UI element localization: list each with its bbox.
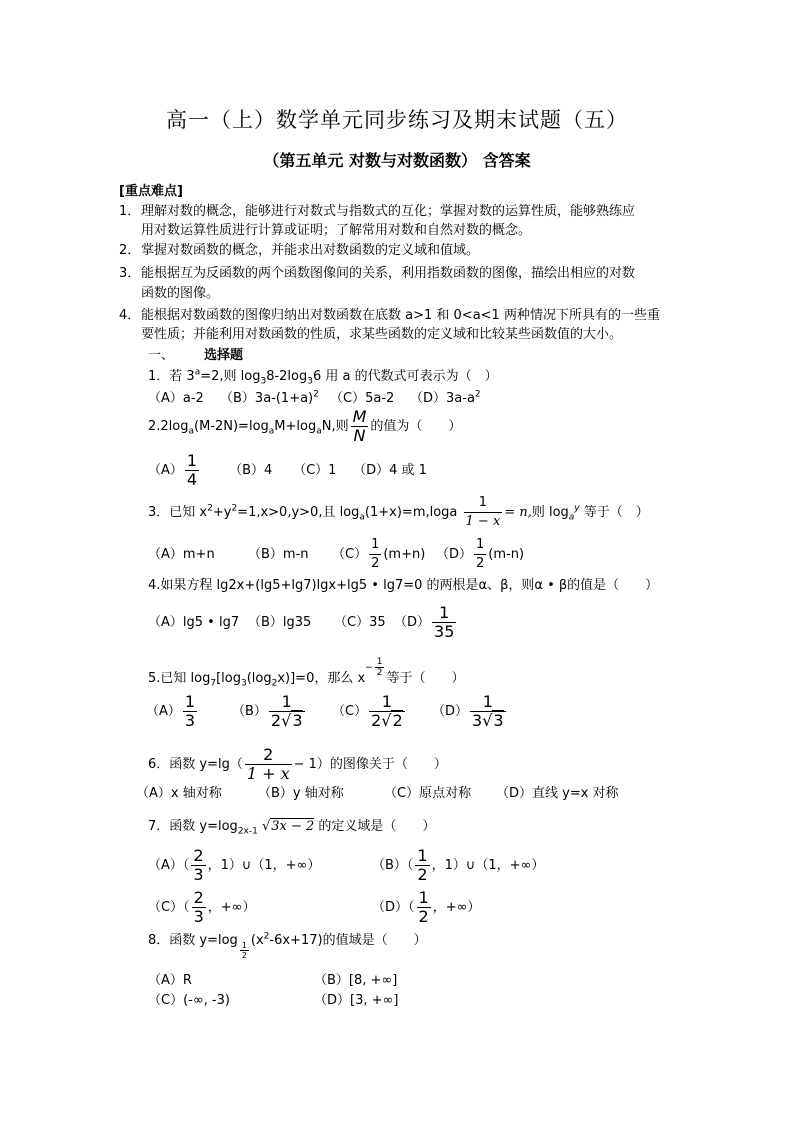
q7-option-d-text: ，+∞）	[432, 900, 481, 915]
q5-subscript: 2	[271, 678, 278, 689]
q5-option-c-numerator: 1	[369, 693, 405, 712]
q2-fraction-numerator: M	[352, 407, 367, 426]
q8-base-denominator: 2	[241, 951, 247, 960]
q4-option-d-numerator: 1	[432, 604, 456, 623]
section-number: 一、	[148, 348, 175, 363]
q5-subscript: 3	[240, 678, 247, 689]
key-point-4-line2: 要性质；并能利用对数函数的性质，求某些函数的定义域和比较某些函数值的大小。	[141, 327, 623, 342]
question-6	[148, 746, 447, 783]
q7-option-a-numerator: 2	[193, 846, 204, 865]
question-7-options-cd	[148, 889, 480, 926]
q1-option-d-text: （D）3a-a	[410, 391, 475, 406]
q7-option-d	[372, 889, 480, 926]
q8-text: (x	[250, 933, 264, 948]
q3-equation: = n,	[504, 505, 532, 520]
q3-option-c	[332, 536, 436, 573]
key-point-text: 掌握对数函数的概念，并能求出对数函数的定义域和值域。	[141, 243, 480, 258]
q6-option-a: （A）x 轴对称	[136, 786, 222, 801]
q5-option-d-denominator: 3√3	[472, 711, 504, 730]
q3-option-d-denominator: 2	[476, 556, 485, 571]
q5-option-d-numerator: 1	[470, 693, 506, 712]
q3-text: =1,x>0,y>0,且 log	[237, 505, 360, 520]
q3-text: 等于（ ）	[579, 505, 649, 520]
q5-text: x)]=0，那么 x	[277, 671, 366, 686]
q8-option-c: （C）(-∞, -3)	[148, 993, 230, 1008]
q6-fraction-denominator: 1 + x	[246, 764, 290, 783]
q3-option-b: （B）m-n	[248, 547, 309, 562]
q6-option-c: （C）原点对称	[384, 786, 472, 801]
q5-text: 5.已知 log	[148, 671, 211, 686]
q4-option-d-denominator: 35	[434, 622, 455, 641]
question-1	[148, 368, 498, 386]
q2-text: (M-2N)=log	[194, 419, 269, 434]
q8-option-a: （A）R	[148, 973, 192, 988]
q7-option-b-fraction	[415, 847, 429, 884]
q1-option-b	[220, 390, 330, 408]
q5-text: [log	[216, 671, 241, 686]
q3-exponent: 2	[207, 503, 213, 514]
q7-option-b-text: ，1）∪（1，+∞）	[431, 858, 545, 873]
q8-text: -6x+17)的值域是（ ）	[269, 933, 427, 948]
q2-option-a-label: （A）	[148, 463, 183, 478]
q2-subscript: a	[188, 426, 195, 437]
q5-option-a-numerator: 1	[184, 692, 196, 711]
question-4: 4.如果方程 lg2x+(lg5+lg7)lgx+lg5 • lg7=0 的两根是α、β，则α • β的值是（ ）	[148, 578, 659, 593]
q4-option-a: （A）lg5 • lg7	[148, 615, 240, 630]
q3-option-d-text: (m-n)	[488, 547, 525, 562]
question-3-options	[148, 536, 524, 573]
question-5-options	[146, 693, 508, 730]
q3-option-c-label: （C）	[332, 547, 368, 562]
q7-option-d-fraction	[417, 889, 431, 926]
key-point-text: 理解对数的概念，能够进行对数式与指数式的互化；掌握对数的运算性质，能够熟练应	[141, 204, 636, 219]
q7-text: 的定义域是（ ）	[314, 819, 436, 834]
q4-option-d	[394, 604, 458, 641]
q1-option-a: （A）a-2	[148, 391, 204, 406]
q3-option-d	[436, 536, 524, 573]
q1-subscript: 3	[260, 376, 267, 387]
q5-option-a-fraction	[183, 693, 197, 730]
q8-option-d: （D）[3, +∞]	[314, 993, 399, 1008]
question-7: 7．函数 $y=\log_{2x-1}$ √3x − 2 的定义域是（ ）	[148, 819, 436, 837]
q5-option-b-numerator: 1	[269, 693, 305, 712]
q6-fraction-numerator: 2	[245, 746, 292, 765]
q7-option-c	[148, 889, 372, 926]
q3-subscript: a	[568, 512, 575, 523]
q2-text: M+log	[274, 419, 317, 434]
q2-option-d: （D）4 或 1	[353, 463, 427, 478]
q3-fraction	[464, 494, 503, 531]
q7-option-a-label: （A）（	[148, 858, 190, 873]
q3-option-c-numerator: 1	[369, 536, 381, 555]
q4-option-d-fraction	[432, 604, 456, 641]
q5-option-d-fraction	[470, 693, 506, 730]
q2-fraction-denominator: N	[353, 426, 366, 445]
key-point-1-line1	[119, 203, 635, 221]
q5-option-d	[432, 693, 508, 730]
q5-text: 等于（ ）	[386, 671, 465, 686]
question-2	[148, 408, 461, 445]
q3-exponent: y	[574, 503, 580, 514]
q1-option-b-text: （B）3a-(1+a)	[220, 391, 314, 406]
q5-exponent-denominator: 2	[376, 668, 383, 678]
q5-option-d-coef: 3	[472, 711, 483, 730]
q5-option-c-radicand: 2	[392, 711, 403, 730]
q3-fraction-numerator: 1	[464, 494, 503, 513]
q2-text: 2.2log	[148, 419, 189, 434]
q6-option-b: （B）y 轴对称	[258, 786, 344, 801]
q8-text: 8．函数 y=log	[148, 933, 238, 948]
q7-option-b	[372, 847, 544, 884]
key-point-1-line2: 用对数运算性质进行计算或证明；了解常用对数和自然对数的概念。	[141, 223, 532, 238]
key-points-heading: [重点难点]	[119, 184, 183, 199]
q5-option-b	[232, 693, 332, 730]
q5-option-c-denominator: 2√2	[371, 711, 403, 730]
q8-base-fraction	[240, 941, 249, 960]
q4-option-d-label: （D）	[394, 615, 431, 630]
q1-option-d	[410, 390, 481, 408]
q5-text: (log	[246, 671, 272, 686]
section-heading	[148, 347, 243, 365]
q1-exponent: a	[194, 367, 201, 378]
q5-option-c-label: （C）	[332, 704, 368, 719]
key-point-number: 4．	[119, 308, 141, 323]
q8-base-numerator: 1	[241, 941, 247, 950]
q7-option-a-fraction	[191, 847, 205, 884]
q1-text: =2,则 log	[200, 369, 261, 384]
q5-option-a-denominator: 3	[184, 711, 196, 730]
question-8	[148, 932, 427, 960]
page-title: 高一（上）数学单元同步练习及期末试题（五）	[166, 108, 628, 132]
key-point-number: 1．	[119, 204, 141, 219]
key-point-number: 3．	[119, 266, 141, 281]
q1-option-b-exp: 2	[313, 389, 319, 400]
q4-option-b: （B）lg35	[248, 615, 312, 630]
q3-option-d-label: （D）	[436, 547, 473, 562]
q3-option-d-numerator: 1	[474, 536, 486, 555]
q2-text: N,则	[321, 419, 349, 434]
q7-option-c-numerator: 2	[193, 888, 204, 907]
q7-option-c-text: ，+∞）	[207, 900, 256, 915]
q2-option-a-fraction	[185, 452, 199, 489]
q7-option-d-label: （D）（	[372, 900, 415, 915]
q5-exponent-fraction	[375, 657, 385, 678]
q5-option-b-radicand: 3	[292, 711, 303, 730]
q7-option-a-denominator: 3	[193, 865, 204, 884]
q1-subscript: 3	[307, 376, 313, 387]
q3-text: (1+x)=m,loga	[364, 505, 462, 520]
q7-option-c-label: （C）（	[148, 900, 190, 915]
q5-option-b-label: （B）	[232, 704, 267, 719]
q7-text: 7．函数 y=log	[148, 819, 238, 834]
q1-text: 8-2log	[266, 369, 308, 384]
question-2-options	[148, 452, 427, 489]
question-6-options	[136, 785, 619, 803]
page-subtitle: （第五单元 对数与对数函数） 含答案	[263, 151, 531, 170]
question-4-options	[148, 604, 458, 641]
q5-option-d-label: （D）	[432, 704, 469, 719]
q5-option-b-coef: 2	[270, 711, 282, 730]
question-8-options-ab	[148, 972, 397, 990]
key-point-text: 能根据对数函数的图像归纳出对数函数在底数 a>1 和 0<a<1 两种情况下所具有的一些重	[141, 308, 660, 323]
q5-exponent	[365, 657, 386, 678]
q2-subscript: a	[316, 426, 322, 437]
q1-option-c: （C）5a-2	[330, 391, 395, 406]
q7-option-a	[148, 847, 372, 884]
q3-option-c-fraction	[369, 536, 381, 573]
q7-option-c-fraction	[192, 889, 206, 926]
q1-option-d-exp: 2	[474, 389, 481, 400]
q5-option-b-fraction	[269, 693, 305, 730]
q2-option-a-numerator: 1	[186, 451, 198, 470]
q5-option-c-fraction	[369, 693, 405, 730]
q5-option-b-denominator: 2√3	[270, 711, 303, 730]
key-point-number: 2．	[119, 243, 141, 258]
q7-option-b-label: （B）（	[372, 858, 414, 873]
q5-option-c	[332, 693, 432, 730]
key-point-text: 能根据互为反函数的两个函数图像间的关系，利用指数函数的图像，描绘出相应的对数	[141, 266, 636, 281]
question-7-options-ab	[148, 847, 544, 884]
q3-exponent: 2	[231, 503, 238, 514]
key-point-3-line1	[119, 265, 635, 283]
q2-option-b: （B）4	[229, 463, 273, 478]
section-title: 选择题	[204, 348, 244, 363]
q7-option-b-numerator: 1	[417, 846, 428, 865]
q6-text: − 1）的图像关于（ ）	[293, 757, 447, 772]
q3-fraction-denominator: 1 − x	[465, 514, 501, 529]
q3-option-d-fraction	[474, 536, 486, 573]
q6-option-d: （D）直线 y=x 对称	[496, 786, 619, 801]
q3-text: 3．已知 x	[148, 505, 208, 520]
question-1-options	[148, 390, 481, 408]
q2-text: 的值为（ ）	[370, 419, 462, 434]
q8-option-b: （B）[8, +∞]	[314, 973, 398, 988]
q4-option-c: （C）35	[334, 615, 386, 630]
question-3	[148, 494, 649, 531]
q7-subscript: 2x-1	[237, 826, 258, 837]
q6-fraction	[245, 746, 292, 783]
q5-option-d-radicand: 3	[493, 711, 504, 730]
q1-text: 1．若 3	[148, 369, 195, 384]
q7-radicand: 3x − 2	[271, 819, 315, 834]
q5-subscript: 7	[210, 678, 217, 689]
q3-option-a: （A）m+n	[148, 547, 215, 562]
q5-exponent-sign: −	[365, 663, 373, 673]
q7-option-d-denominator: 2	[418, 907, 429, 926]
q5-option-a-label: （A）	[146, 704, 181, 719]
q7-option-d-numerator: 1	[418, 888, 429, 907]
q5-option-a	[146, 693, 232, 730]
key-point-2	[119, 242, 479, 260]
q7-option-a-text: ，1）∪（1，+∞）	[207, 858, 321, 873]
key-point-3-line2: 函数的图像。	[141, 286, 220, 301]
q2-subscript: a	[268, 426, 275, 437]
q1-text: 6 用 a 的代数式可表示为（ ）	[312, 369, 498, 384]
question-5	[148, 657, 464, 688]
question-8-options-cd	[148, 992, 398, 1010]
q5-exponent-numerator: 1	[376, 657, 383, 667]
key-point-4-line1	[119, 307, 660, 325]
q3-text: +y	[212, 505, 232, 520]
q5-option-c-coef: 2	[371, 711, 382, 730]
q2-fraction-m-over-n	[351, 408, 369, 445]
q3-text: 则 log	[531, 505, 569, 520]
q8-exponent: 2	[263, 931, 270, 942]
q6-text: 6．函数 y=lg（	[148, 757, 243, 772]
q3-option-c-text: (m+n)	[383, 547, 426, 562]
q3-subscript: a	[359, 512, 365, 523]
q7-option-b-denominator: 2	[417, 865, 428, 884]
q7-option-c-denominator: 3	[193, 907, 204, 926]
q2-option-c: （C）1	[293, 463, 337, 478]
q2-option-a-denominator: 4	[186, 470, 198, 489]
q3-option-c-denominator: 2	[371, 556, 380, 571]
